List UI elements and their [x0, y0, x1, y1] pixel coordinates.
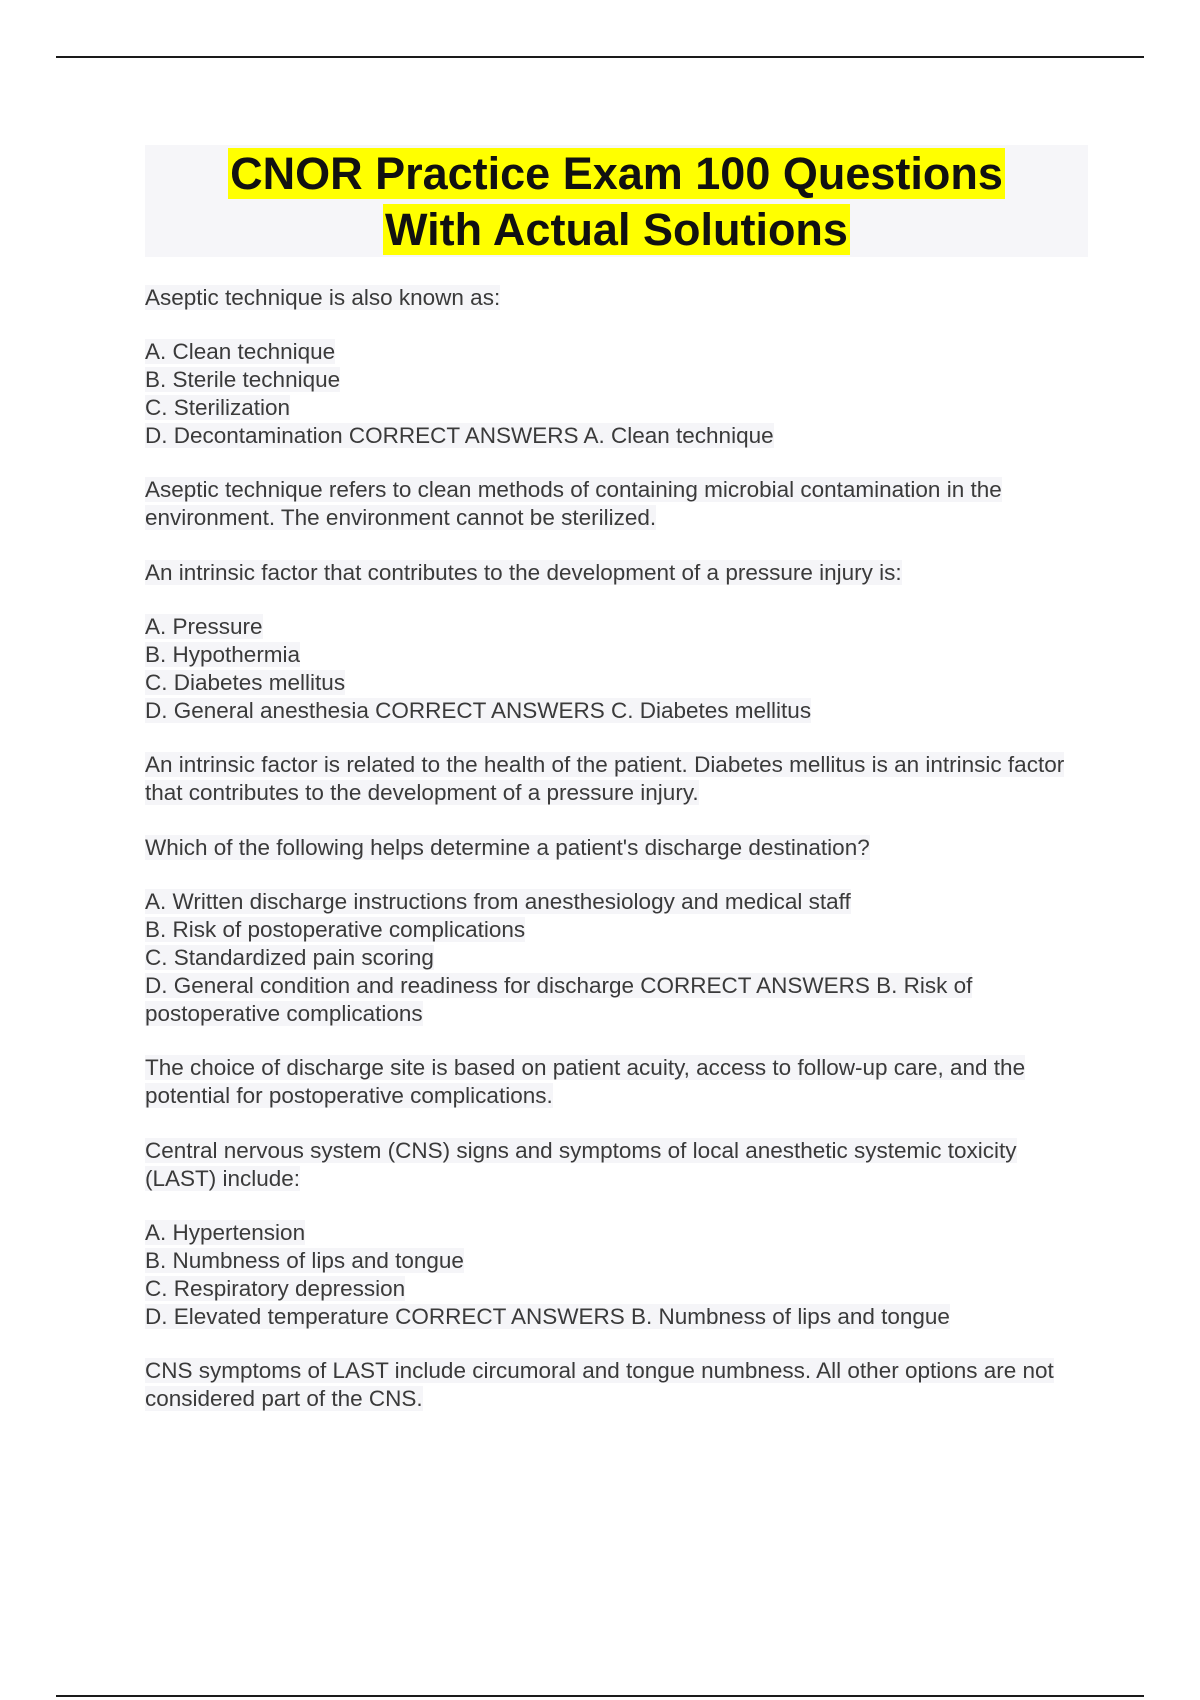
title-banner	[145, 145, 1088, 257]
option-c: C. Respiratory depression	[145, 1276, 406, 1301]
option-d: D. Elevated temperature CORRECT ANSWERS B. Numbness of lips and tongue	[145, 1304, 950, 1329]
option-c: C. Diabetes mellitus	[145, 670, 346, 695]
bottom-rule	[56, 1695, 1144, 1697]
question-block	[145, 559, 1088, 807]
option-b: B. Numbness of lips and tongue	[145, 1248, 464, 1273]
question-text: Which of the following helps determine a patient's discharge destination?	[145, 835, 870, 860]
answer-explanation: The choice of discharge site is based on patient acuity, access to follow-up care, and the potential for postoperative complications.	[145, 1055, 1026, 1108]
option-b: B. Hypothermia	[145, 642, 301, 667]
option-c: C. Sterilization	[145, 395, 291, 420]
question-block	[145, 834, 1088, 1110]
option-a: A. Hypertension	[145, 1220, 306, 1245]
title-line-1: CNOR Practice Exam 100 Questions	[230, 148, 1003, 199]
answer-options	[145, 338, 1088, 450]
option-a: A. Clean technique	[145, 339, 336, 364]
answer-explanation: Aseptic technique refers to clean methods of containing microbial contamination in the environment. The environment cannot be sterilized.	[145, 477, 1002, 530]
option-c: C. Standardized pain scoring	[145, 945, 434, 970]
title-line-2: With Actual Solutions	[385, 204, 848, 255]
answer-explanation: CNS symptoms of LAST include circumoral and tongue numbness. All other options are not considered part of the CNS.	[145, 1358, 1054, 1411]
option-d: D. General anesthesia CORRECT ANSWERS C. Diabetes mellitus	[145, 698, 812, 723]
top-rule	[56, 56, 1144, 58]
question-block	[145, 1137, 1088, 1413]
option-a: A. Pressure	[145, 614, 263, 639]
question-text: Central nervous system (CNS) signs and symptoms of local anesthetic systemic toxicity (LAST) include:	[145, 1138, 1017, 1191]
answer-explanation: An intrinsic factor is related to the health of the patient. Diabetes mellitus is an intrinsic factor that contributes to the development of a pressure injury.	[145, 752, 1065, 805]
question-list	[145, 284, 1088, 1413]
answer-options	[145, 613, 1088, 725]
option-d: D. Decontamination CORRECT ANSWERS A. Clean technique	[145, 423, 774, 448]
answer-options	[145, 1219, 1088, 1331]
page-title	[145, 146, 1088, 258]
document-body	[145, 145, 1088, 1413]
option-b: B. Sterile technique	[145, 367, 341, 392]
question-block	[145, 284, 1088, 532]
question-text: An intrinsic factor that contributes to the development of a pressure injury is:	[145, 560, 902, 585]
answer-options	[145, 888, 1088, 1028]
option-d: D. General condition and readiness for discharge CORRECT ANSWERS B. Risk of postoperative complications	[145, 973, 973, 1026]
option-a: A. Written discharge instructions from anesthesiology and medical staff	[145, 889, 851, 914]
option-b: B. Risk of postoperative complications	[145, 917, 526, 942]
question-text: Aseptic technique is also known as:	[145, 285, 501, 310]
